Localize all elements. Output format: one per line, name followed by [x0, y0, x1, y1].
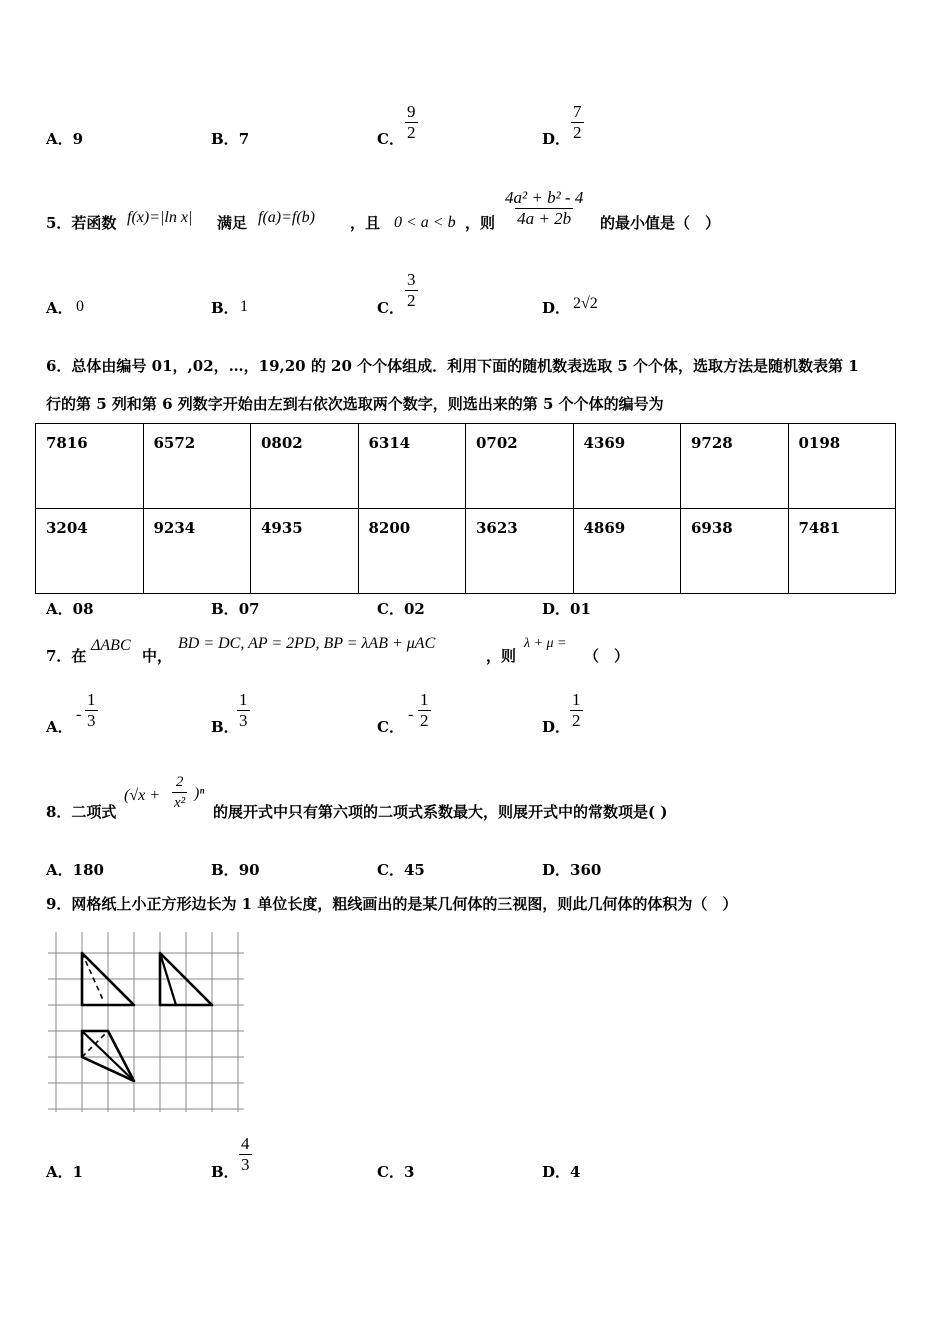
three-view-diagram [48, 932, 244, 1114]
q7-option-a-fraction: $\frac{1}{3}$ [87, 690, 96, 730]
q5-option-a-value: 0 [76, 298, 84, 315]
q7-option-c-sign: - [408, 706, 414, 723]
q7-option-d-label: D． [542, 718, 571, 736]
q5-function: f(x)=|ln x| [127, 209, 193, 226]
q5-prefix: 5．若函数 [46, 214, 117, 232]
q6-option-a: A．08 [46, 600, 94, 618]
q7-prefix: 7．在 [46, 647, 87, 665]
q9-option-d: D．4 [542, 1163, 581, 1181]
q7-option-d-fraction: $\frac{1}{2}$ [572, 690, 581, 730]
table-cell: 7816 [36, 424, 144, 509]
q6-option-d: D．01 [542, 600, 591, 618]
q7-option-b-fraction: $\frac{1}{3}$ [239, 690, 248, 730]
q7-expression: λ + μ = [524, 636, 567, 651]
q5-mid1: 满足 [217, 214, 248, 232]
q5-option-b-label: B． [211, 299, 239, 317]
q9-option-a: A．1 [46, 1163, 84, 1181]
table-cell: 9234 [143, 509, 251, 594]
q5-condition: f(a)=f(b) [258, 209, 315, 226]
table-cell: 6572 [143, 424, 251, 509]
q9-text: 9．网格纸上小正方形边长为 1 单位长度，粗线画出的是某几何体的三视图，则此几何体的体积为（ ） [46, 895, 738, 913]
q7-triangle: ΔABC [91, 637, 131, 654]
q6-option-b: B．07 [211, 600, 260, 618]
q4-option-c-label: C． [377, 130, 404, 148]
q4-option-b: B．7 [211, 130, 250, 148]
q8-prefix: 8．二项式 [46, 803, 117, 821]
q5-option-a-label: A． [46, 299, 73, 317]
q8-binomial-fraction: $\frac{2}{\text{x²}}$ [174, 774, 186, 811]
q9-option-c: C．3 [377, 1163, 415, 1181]
q7-option-a-label: A． [46, 718, 73, 736]
table-cell: 4935 [251, 509, 359, 594]
q5-option-c-label: C． [377, 299, 404, 317]
q5-suffix: 的最小值是（ ） [600, 214, 721, 232]
table-cell: 4369 [573, 424, 681, 509]
q5-option-d-label: D． [542, 299, 571, 317]
table-cell: 3623 [466, 509, 574, 594]
table-cell: 9728 [681, 424, 789, 509]
table-cell: 6314 [358, 424, 466, 509]
q7-mid2: ，则 [486, 647, 517, 665]
q8-option-d: D．360 [542, 861, 602, 879]
q7-option-b-label: B． [211, 718, 239, 736]
table-cell: 6938 [681, 509, 789, 594]
q5-mid3: ，则 [465, 214, 496, 232]
q7-option-c-label: C． [377, 718, 404, 736]
q6-text-line1: 6．总体由编号 01，,02，…，19,20 的 20 个个体组成．利用下面的随机数表选取 5 个个体，选取方法是随机数表第 1 [46, 357, 859, 375]
table-cell: 7481 [788, 509, 896, 594]
table-cell: 0198 [788, 424, 896, 509]
q7-option-a-sign: - [76, 706, 82, 723]
q5-option-b-value: 1 [240, 298, 248, 315]
q9-option-b-label: B． [211, 1163, 239, 1181]
q5-mid2: ，且 [350, 214, 381, 232]
q7-condition: BD = DC, AP = 2PD, BP = λAB + μAC [178, 635, 436, 652]
q7-option-c-fraction: $\frac{1}{2}$ [420, 690, 429, 730]
table-cell: 0802 [251, 424, 359, 509]
q4-option-a: A．9 [46, 130, 84, 148]
q6-option-c: C．02 [377, 600, 425, 618]
q8-binomial-left: (√x + [124, 787, 161, 804]
q7-suffix: （ ） [584, 647, 630, 665]
q4-option-d-label: D． [542, 130, 571, 148]
q8-option-b: B．90 [211, 861, 260, 879]
q5-option-d-value: 2√2 [573, 295, 598, 312]
table-cell: 3204 [36, 509, 144, 594]
random-number-table [35, 423, 896, 594]
table-row [36, 424, 896, 509]
table-cell: 0702 [466, 424, 574, 509]
front-view-hidden-edge [82, 953, 104, 1002]
q7-mid: 中， [142, 647, 173, 665]
q4-option-d-fraction: $\frac{7}{2}$ [573, 102, 582, 142]
q9-option-b-fraction: $\frac{4}{3}$ [241, 1134, 250, 1174]
q5-option-c-fraction: $\frac{3}{2}$ [407, 270, 416, 310]
q5-expression-fraction: $\frac{\text{4a² + b² - 4}}{4a + 2b}$ [505, 188, 584, 228]
q8-option-a: A．180 [46, 861, 104, 879]
table-cell: 4869 [573, 509, 681, 594]
q8-suffix: 的展开式中只有第六项的二项式系数最大，则展开式中的常数项是( ) [213, 803, 668, 821]
q8-binomial-right: )ⁿ [194, 785, 205, 802]
table-row [36, 509, 896, 594]
table-cell: 8200 [358, 509, 466, 594]
q4-option-c-fraction: $\frac{9}{2}$ [407, 102, 416, 142]
q6-text-line2: 行的第 5 列和第 6 列数字开始由左到右依次选取两个数字，则选出来的第 5 个个体的编号为 [46, 395, 664, 413]
grid [48, 932, 244, 1112]
q5-range: 0 < a < b [394, 214, 456, 231]
q8-option-c: C．45 [377, 861, 425, 879]
